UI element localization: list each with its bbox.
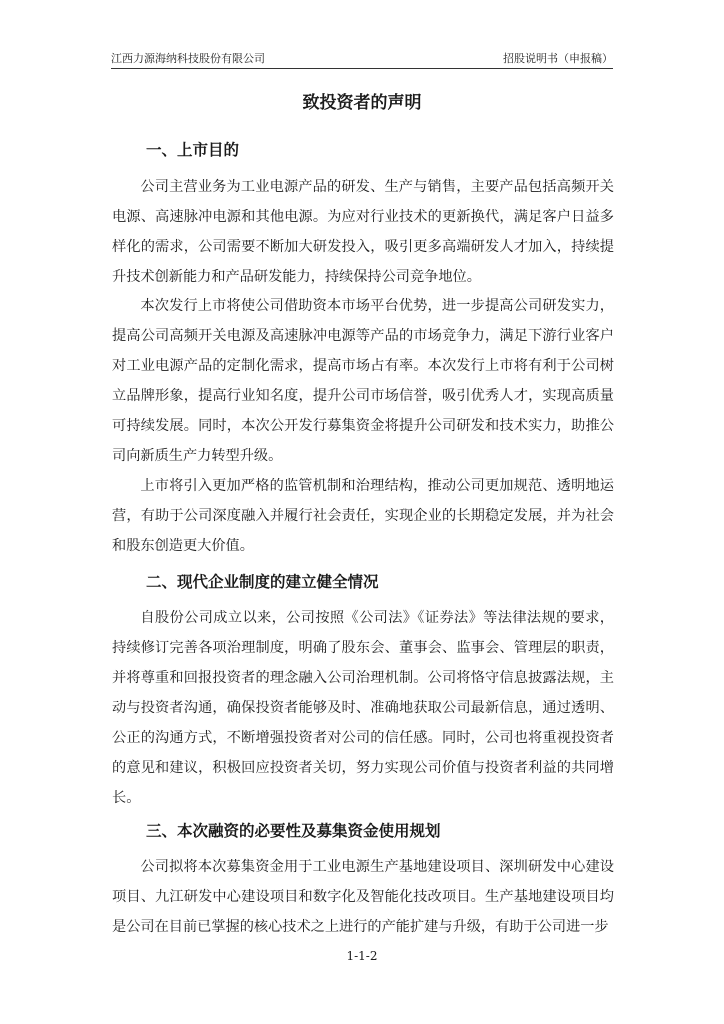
page-title: 致投资者的声明 — [302, 93, 422, 113]
paragraph: 公司主营业务为工业电源产品的研发、生产与销售，主要产品包括高频开关电源、高速脉冲电源和其他电源。为应对行业技术的更新换代，满足客户日益多样化的需求，公司需要不断加大研发投入，吸引更多高端研发人才加入，持续提升技术创新能力和产品研发能力，持续保持公司竞争地位。 — [112, 179, 614, 285]
header-company-name: 江西力源海纳科技股份有限公司 — [111, 52, 265, 65]
paragraph: 上市将引入更加严格的监管机制和治理结构，推动公司更加规范、透明地运营，有助于公司深度融入并履行社会责任，实现企业的长期稳定发展，并为社会和股东创造更大价值。 — [112, 478, 614, 554]
section-heading-fundraising-plan: 三、本次融资的必要性及募集资金使用规划 — [146, 822, 441, 840]
header-document-type: 招股说明书（申报稿） — [503, 52, 613, 65]
section-heading-corporate-governance: 二、现代企业制度的建立健全情况 — [146, 573, 379, 591]
paragraph: 公司拟将本次募集资金用于工业电源生产基地建设项目、深圳研发中心建设项目、九江研发中心建设项目和数字化及智能化技改项目。生产基地建设项目均是公司在目前已掌握的核心技术之上进行的产能扩建与升级，有助于公司进一步 — [112, 859, 614, 935]
section-heading-listing-purpose: 一、上市目的 — [146, 141, 240, 159]
paragraph: 本次发行上市将使公司借助资本市场平台优势，进一步提高公司研发实力，提高公司高频开关电源及高速脉冲电源等产品的市场竞争力，满足下游行业客户对工业电源产品的定制化需求，提高市场占有率。本次发行上市将有利于公司树立品牌形象，提高行业知名度，提升公司市场信誉，吸引优秀人才，实现高质量可持续发展。同时，本次公开发行募集资金将提升公司研发和技术实力，助推公司向新质生产力转型升级。 — [112, 298, 614, 464]
page-number: 1-1-2 — [346, 949, 378, 963]
paragraph: 自股份公司成立以来，公司按照《公司法》《证券法》等法律法规的要求，持续修订完善各项治理制度，明确了股东会、董事会、监事会、管理层的职责，并将尊重和回报投资者的理念融入公司治理机制。公司将恪守信息披露法规，主动与投资者沟通，确保投资者能够及时、准确地获取公司最新信息，通过透明、公正的沟通方式，不断增强投资者对公司的信任感。同时，公司也将重视投资者的意见和建议，积极回应投资者关切，努力实现公司价值与投资者利益的共同增长。 — [112, 610, 614, 806]
page-header — [111, 52, 613, 69]
